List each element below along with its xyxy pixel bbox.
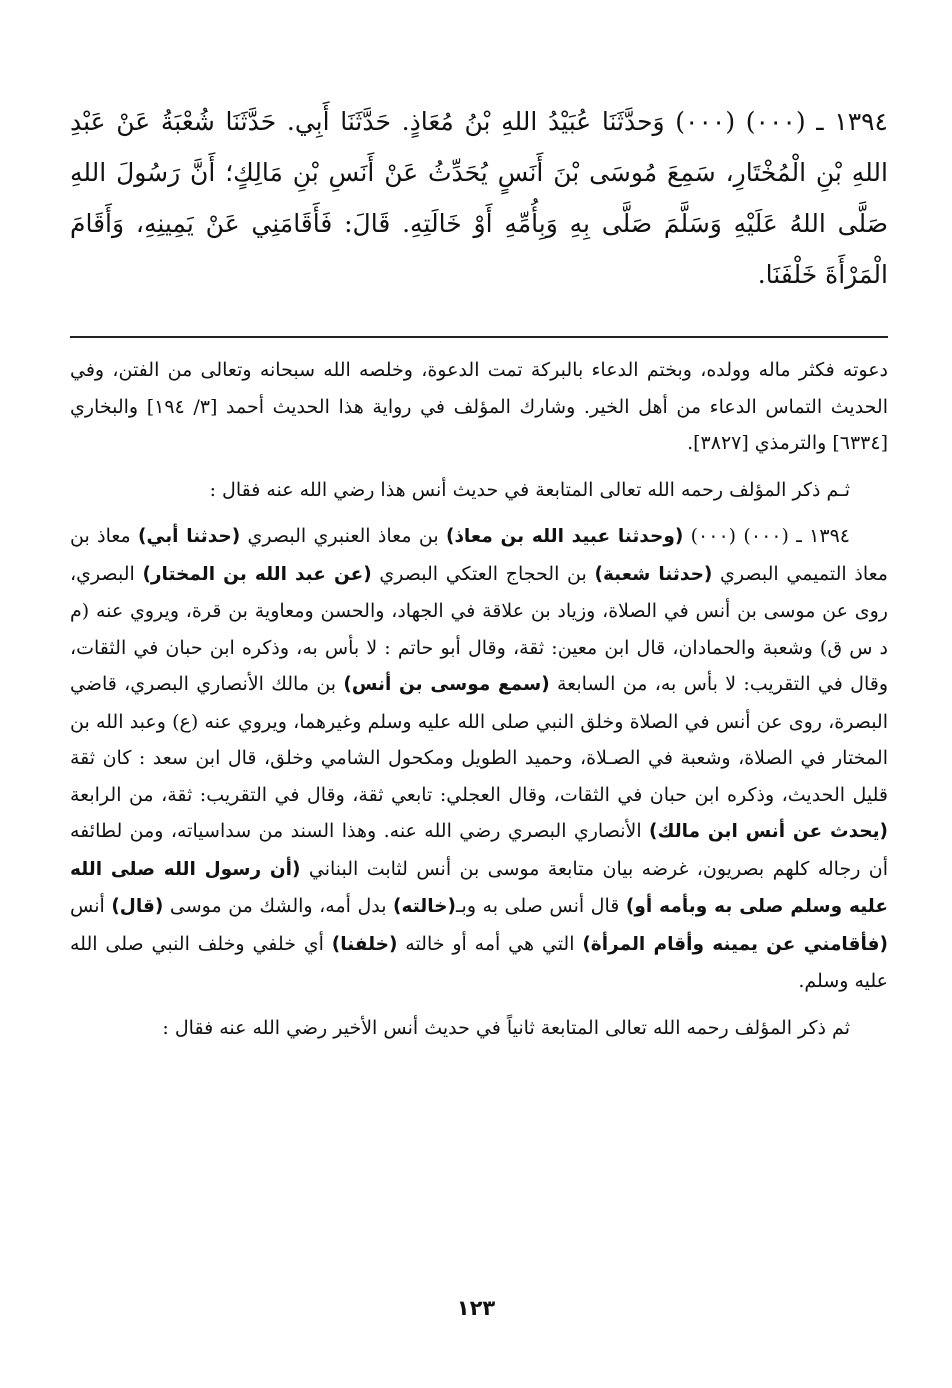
- chain-text: معاذ بن معاذ التميمي البصري: [70, 525, 888, 585]
- quoted-narration: (فأقامني عن يمينه وأقام المرأة): [582, 933, 888, 955]
- chain-text: قال أنس صلى به وبـ: [455, 895, 626, 917]
- quoted-narration: (يحدث عن أنس ابن مالك): [649, 821, 888, 842]
- quoted-narration: (خالته): [393, 896, 456, 917]
- quoted-narration: (أن رسول الله صلى الله عليه وسلم صلى به وبأمه أو): [70, 858, 888, 917]
- quoted-narration: (عن عبد الله بن المختار): [142, 563, 372, 585]
- quoted-narration: (حدثنا أبي): [138, 526, 241, 547]
- quoted-narration: (خلفنا): [331, 933, 398, 955]
- chain-text: أنس: [70, 895, 112, 917]
- chain-text: بن مالك الأنصاري البصري، قاضي البصرة، روى عن أنس في الصلاة وخلق النبي صلى الله عليه وسلم وغيرهما، ويروي عنه (ع) وعبد الله بن المختار في الصلاة، وشعبة في الصـلاة، وحميد الطويل ومكحول الشامي وخلق، قال ابن سعد : كان ثقة قليل الحديث، وذكره ابن حبان في الثقات، وقال العجلي: تابعي ثقة، وقال في التقريب: ثقة، من الرابعة: [70, 673, 888, 806]
- chain-text: التي هي أمه أو خالته: [397, 932, 583, 955]
- quoted-narration: (وحدثنا عبيد الله بن معاذ): [445, 526, 684, 547]
- commentary-paragraph-2: ثـم ذكر المؤلف رحمه الله تعالى المتابعة في حديث أنس هذا رضي الله عنه فقال :: [209, 478, 850, 501]
- chain-text: بدل أمه، والشك من موسى: [163, 895, 394, 917]
- chain-text: أي خلفي وخلف النبي صلى الله عليه وسلم.: [70, 932, 888, 992]
- commentary-paragraph-1: دعوته فكثر ماله وولده، وبختم الدعاء بالبركة تمت الدعوة، وخلصه الله سبحانه وتعالى من الفتن، وفي الحديث التماس الدعاء من أهل الخير. وشارك المؤلف في رواية هذا الحديث أحمد [٣/ ١٩٤] والبخاري [٦٣٣٤] والترمذي [٣٨٢٧].: [70, 359, 888, 454]
- chain-text: بن معاذ العنبري البصري: [240, 525, 446, 547]
- page-number: ١٢٣: [456, 1296, 496, 1320]
- page-body: [70, 96, 888, 1046]
- quoted-narration: (سمع موسى بن أنس): [343, 674, 550, 695]
- quoted-narration: (قال): [111, 896, 164, 917]
- chain-text: الأنصاري البصري رضي الله عنه. وهذا السند من سداسياته، ومن لطائفه أن رجاله كلهم بصريون، غرضه بيان متابعة موسى بن أنس لثابت البناني: [70, 820, 889, 880]
- chain-text: ١٣٩٤ ـ (٠٠٠) (٠٠٠): [683, 525, 850, 547]
- hadith-text: ١٣٩٤ ـ (٠٠٠) (٠٠٠) وَحدَّثَنَا عُبَيْدُ اللهِ بْنُ مُعَاذٍ. حَدَّثَنَا أَبِي. حَدَّثَنَا شُعْبَةُ عَنْ عَبْدِ اللهِ بْنِ الْمُخْتَارِ، سَمِعَ مُوسَى بْنَ أَنَسٍ يُحَدِّثُ عَنْ أَنَسِ بْنِ مَالِكٍ؛ أَنَّ رَسُولَ اللهِ صَلَّى اللهُ عَلَيْهِ وَسَلَّمَ صَلَّى بِهِ وَبِأُمِّهِ أَوْ خَالَتِهِ. قَالَ: فَأَقَامَنِي عَنْ يَمِينِهِ، وَأَقَامَ الْمَرْأَةَ خَلْفَنَا.: [70, 107, 888, 289]
- chain-text: بن الحجاج العتكي البصري: [371, 562, 595, 585]
- commentary-paragraph-4: ثم ذكر المؤلف رحمه الله تعالى المتابعة ثانياً في حديث أنس الأخير رضي الله عنه فقال :: [162, 1016, 850, 1039]
- footnote-separator: [70, 336, 888, 338]
- commentary-paragraph-3: [70, 518, 888, 1000]
- quoted-narration: (حدثنا شعبة): [594, 563, 713, 585]
- chain-text: البصري، روى عن موسى بن أنس في الصلاة، وزياد بن علاقة في الجهاد، والحسن ومعاوية بن قرة، ويروي عنه (م د س ق) وشعبة والحمادان، قال ابن معين: ثقة، وقال أبو حاتم : لا بأس به، وذكره ابن حبان في الثقات، وقال في التقريب: لا بأس به، من السابعة: [70, 562, 888, 695]
